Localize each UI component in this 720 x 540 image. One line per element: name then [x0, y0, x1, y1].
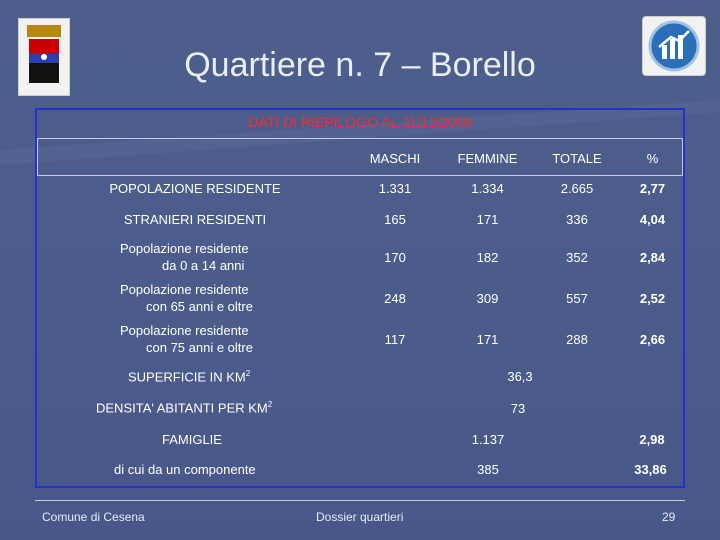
componente-value: 385 — [477, 462, 499, 477]
famiglie-label: FAMIGLIE — [162, 432, 222, 447]
row-label-detail: con 65 anni e oltre — [146, 299, 253, 314]
table-cell-femmine: 171 — [476, 212, 499, 227]
column-header-femmine: FEMMINE — [457, 151, 518, 166]
table-cell-totale: 2.665 — [560, 181, 594, 196]
column-header-percent: % — [646, 151, 659, 166]
row-label: POPOLAZIONE RESIDENTE — [109, 181, 281, 196]
famiglie-percent: 2,98 — [639, 432, 665, 447]
componente-percent: 33,86 — [634, 462, 667, 477]
table-cell-percent: 2,66 — [639, 332, 666, 347]
table-cell-femmine: 182 — [476, 250, 499, 265]
table-cell-totale: 352 — [566, 250, 588, 265]
row-label: STRANIERI RESIDENTI — [123, 212, 267, 227]
footer-center-text: Dossier quartieri — [316, 510, 404, 524]
table-cell-femmine: 309 — [476, 291, 499, 306]
row-label: Popolazione residente — [120, 282, 249, 297]
table-cell-maschi: 170 — [384, 250, 406, 265]
city-coat-of-arms-logo — [18, 18, 70, 96]
table-cell-percent: 2,52 — [639, 291, 666, 306]
superficie-value: 36,3 — [507, 369, 533, 384]
column-header-totale: TOTALE — [552, 151, 602, 166]
table-cell-totale: 288 — [566, 332, 588, 347]
row-label: Popolazione residente — [120, 323, 249, 338]
table-cell-femmine: 1.334 — [471, 181, 504, 196]
famiglie-value: 1.137 — [471, 432, 505, 447]
componente-label: di cui da un componente — [114, 462, 256, 477]
row-label: Popolazione residente — [120, 241, 249, 256]
table-cell-percent: 2,77 — [639, 181, 666, 196]
table-cell-percent: 2,84 — [639, 250, 666, 265]
table-cell-totale: 557 — [566, 291, 588, 306]
table-cell-totale: 336 — [566, 212, 588, 227]
table-cell-percent: 4,04 — [639, 212, 666, 227]
table-cell-femmine: 171 — [476, 332, 499, 347]
row-label-detail: con 75 anni e oltre — [146, 340, 253, 355]
table-cell-maschi: 165 — [384, 212, 406, 227]
superficie-label: SUPERFICIE IN $KM^2$ — [128, 369, 251, 385]
table-cell-maschi: 117 — [384, 332, 406, 347]
column-header-maschi: MASCHI — [369, 151, 421, 166]
row-label-detail: da 0 a 14 anni — [162, 258, 245, 273]
statistics-icon — [642, 16, 706, 76]
page-title: Quartiere n. 7 – Borello — [184, 46, 536, 84]
footer-left-text: Comune di Cesena — [42, 510, 145, 524]
table-cell-maschi: 1.331 — [378, 181, 412, 196]
footer-divider — [35, 500, 685, 501]
densita-value: 73 — [510, 401, 526, 416]
page-number: 29 — [662, 510, 676, 524]
panel-subtitle: DATI DI RIEPILOGO AL 31/12/2009 — [248, 114, 472, 130]
table-cell-maschi: 248 — [384, 291, 406, 306]
densita-label: DENSITA' ABITANTI PER $KM^2$ — [96, 400, 273, 416]
